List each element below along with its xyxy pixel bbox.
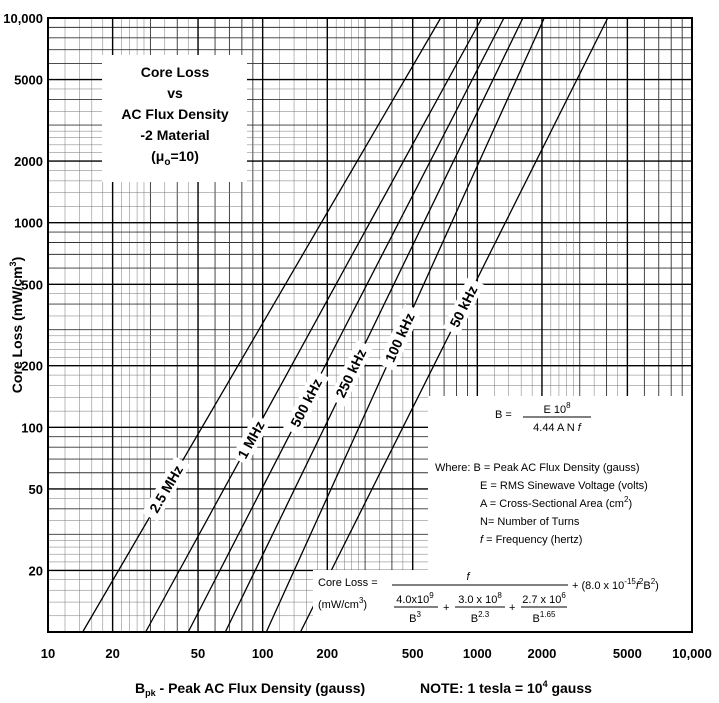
title-line-4: -2 Material: [140, 127, 210, 143]
t2-num-exp: 8: [497, 591, 502, 600]
x-tick-label: 10,000: [672, 646, 712, 661]
series-label: 100 kHz: [381, 310, 418, 365]
title-line-3: AC Flux Density: [121, 106, 229, 122]
core-loss-eq-tail: [572, 577, 659, 592]
where-line-3: [480, 495, 632, 510]
tesla-note: [420, 679, 592, 696]
y-axis-title-exp: 3: [8, 261, 18, 267]
x-tick-label: 100: [251, 646, 274, 661]
x-tick-label: 5000: [612, 646, 642, 661]
t3-den-exp: 1.65: [539, 610, 556, 619]
eq-units-prefix: (mW/cm: [318, 599, 359, 611]
x-tick-label: 500: [401, 646, 424, 661]
series-label: 1 MHz: [234, 418, 268, 462]
where-5-f: f: [480, 534, 484, 546]
where-3-close: ): [628, 498, 633, 510]
tail-f-exp: 2: [638, 577, 644, 586]
t3-num-base: 2.7 x 10: [522, 594, 562, 606]
term-3-numerator: [522, 591, 566, 606]
y-tick-label: 200: [21, 358, 43, 374]
plus-1: +: [443, 602, 450, 614]
x-tick-label: 1000: [462, 646, 492, 661]
y-tick-label: 5000: [14, 72, 43, 88]
where-5-rest: = Frequency (hertz): [483, 534, 583, 546]
x-tick-label: 200: [316, 646, 339, 661]
b-num-base: E 10: [543, 404, 567, 416]
tail-b-exp: 2: [650, 577, 656, 586]
plus-2: +: [509, 602, 516, 614]
tesla-note-suffix: gauss: [547, 680, 592, 696]
b-formula-denominator: [533, 422, 582, 434]
y-axis-title-close: ): [9, 256, 25, 262]
x-tick-label: 50: [190, 646, 206, 661]
x-axis-title-pk: pk: [145, 688, 156, 698]
where-3-prefix: A = Cross-Sectional Area (cm: [480, 498, 624, 510]
tail-b: B: [643, 580, 651, 592]
core-loss-eq-lhs: Core Loss =: [318, 577, 378, 589]
title-mu-close: =10): [170, 148, 199, 164]
where-line-4: N= Number of Turns: [480, 516, 580, 528]
y-tick-label: 2000: [14, 154, 43, 170]
t1-den-exp: 3: [416, 610, 421, 619]
y-tick-label: 20: [28, 563, 43, 579]
title-line-1: Core Loss: [140, 64, 210, 80]
t2-den-base: B: [470, 613, 479, 625]
b-formula-lhs: B =: [495, 409, 512, 421]
x-axis-title-b: B: [135, 680, 146, 696]
tail-f: f: [635, 580, 639, 592]
y-tick-label: 100: [21, 420, 43, 436]
t2-num-base: 3.0 x 10: [458, 594, 498, 606]
tesla-note-prefix: NOTE: 1 tesla = 10: [420, 680, 543, 696]
title-mu-open: (μ: [151, 148, 165, 164]
x-tick-labels: [41, 646, 712, 661]
t3-num-exp: 6: [561, 591, 566, 600]
series-label: 500 kHz: [287, 375, 326, 430]
tail-close: ): [655, 580, 659, 592]
title-line-2: vs: [167, 85, 183, 101]
where-line-5: [480, 534, 582, 546]
core-loss-eq-numerator: f: [466, 571, 470, 583]
formula-box: [313, 396, 691, 631]
x-tick-label: 10: [40, 646, 56, 661]
t1-num-base: 4.0x10: [396, 594, 430, 606]
t3-den-base: B: [532, 613, 540, 625]
y-tick-label: 1000: [14, 215, 43, 231]
series-label-group: [231, 414, 270, 465]
y-tick-label: 10,000: [3, 11, 43, 26]
series-label: 250 kHz: [332, 346, 370, 401]
tail-prefix: + (8.0 x 10: [572, 580, 625, 592]
t1-den-base: B: [409, 613, 417, 625]
where-line-2: E = RMS Sinewave Voltage (volts): [480, 480, 648, 492]
t2-den-exp: 2.3: [478, 610, 490, 619]
y-tick-label: 500: [21, 277, 43, 293]
series-label: 2.5 MHz: [146, 462, 187, 516]
tail-exp: -15: [624, 577, 636, 586]
y-tick-label: 50: [28, 481, 43, 497]
eq-units-close: ): [363, 599, 368, 611]
y-axis-title-main: Core Loss (mW/cm: [9, 266, 25, 394]
x-tick-label: 20: [105, 646, 120, 661]
x-axis-title: [135, 680, 365, 698]
y-axis-title: [8, 257, 25, 394]
x-axis-title-rest: - Peak AC Flux Density (gauss): [155, 680, 366, 696]
eq-units-exp: 3: [358, 596, 364, 605]
series-label-group: [378, 304, 421, 371]
x-tick-label: 2000: [527, 646, 557, 661]
term-2-numerator: [458, 591, 502, 606]
series-label: 50 kHz: [446, 282, 481, 330]
b-num-exp: 8: [566, 401, 571, 410]
title-box: [102, 55, 247, 182]
tesla-note-exp: 4: [542, 679, 548, 689]
where-3-exp: 2: [623, 495, 629, 504]
title-mu-sub: o: [164, 157, 171, 168]
where-line-1: Where: B = Peak AC Flux Density (gauss): [435, 462, 640, 474]
series-label-group: [283, 369, 329, 435]
b-den-f: f: [577, 422, 581, 434]
term-1-numerator: [396, 591, 434, 606]
b-den-base: 4.44 A N: [533, 422, 578, 434]
t1-num-exp: 9: [429, 591, 434, 600]
